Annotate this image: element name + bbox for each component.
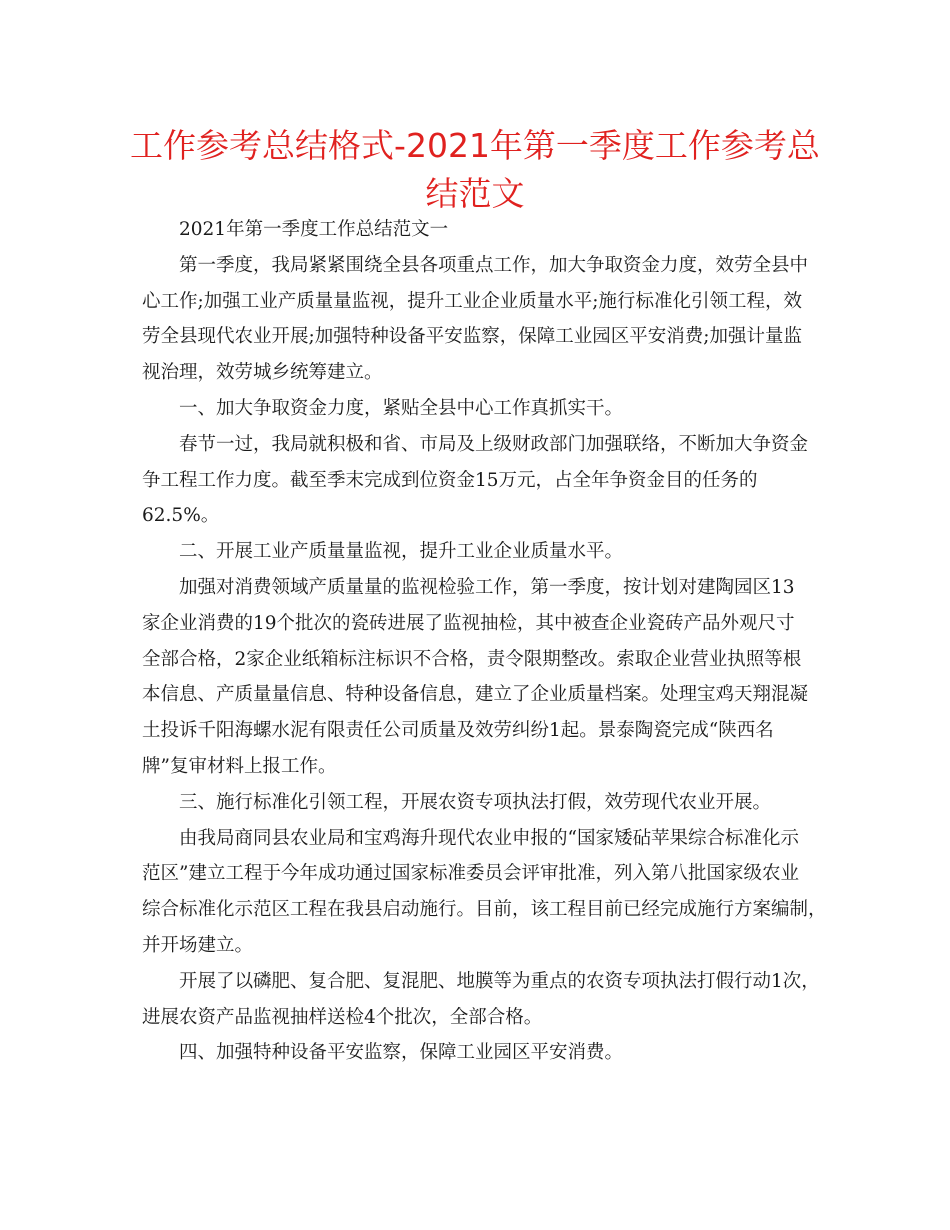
section-heading: 一、加大争取资金力度，紧贴全县中心工作真抓实干。 [179,397,624,419]
title-line-1: 工作参考总结格式-2021年第一季度工作参考总 [130,126,820,165]
paragraph-line: 由我局商同县农业局和宝鸡海升现代农业申报的“国家矮砧苹果综合标准化示 [179,827,799,849]
paragraph-line: 加强对消费领域产质量量的监视检验工作，第一季度，按计划对建陶园区13 [179,576,795,598]
paragraph-line: 土投诉千阳海螺水泥有限责任公司质量及效劳纠纷1起。景泰陶瓷完成“陕西名 [142,720,774,742]
paragraph-line: 开展了以磷肥、复合肥、复混肥、地膜等为重点的农资专项执法打假行动1次， [179,970,820,992]
paragraph-line: 并开场建立。 [142,934,254,956]
paragraph-line: 全部合格，2家企业纸箱标注标识不合格，责令限期整改。索取企业营业执照等根 [142,648,802,670]
paragraph-line: 综合标准化示范区工程在我县启动施行。目前，该工程目前已经完成施行方案编制， [142,899,827,921]
paragraph-line: 劳全县现代农业开展;加强特种设备平安监察，保障工业园区平安消费;加强计量监 [142,326,802,348]
paragraph-line: 进展农资产品监视抽样送检4个批次，全部合格。 [142,1006,543,1028]
document-title [120,122,830,218]
paragraph-line: 心工作;加强工业产质量量监视，提升工业企业质量水平;施行标准化引领工程，效 [142,290,802,312]
paragraph-line: 春节一过，我局就积极和省、市局及上级财政部门加强联络，不断加大争资金 [179,433,809,455]
paragraph-line: 争工程工作力度。截至季末完成到位资金15万元，占全年争资金目的任务的 [142,469,758,491]
section-heading: 二、开展工业产质量量监视，提升工业企业质量水平。 [179,541,624,563]
paragraph-line: 家企业消费的19个批次的瓷砖进展了监视抽检，其中被查企业瓷砖产品外观尺寸 [142,612,795,634]
subtitle-line: 2021年第一季度工作总结范文一 [179,219,449,240]
paragraph-line: 62.5%。 [142,505,220,527]
document-body [142,212,827,1071]
section-heading: 三、施行标准化引领工程，开展农资专项执法打假，效劳现代农业开展。 [179,791,772,813]
paragraph-line: 视治理，效劳城乡统筹建立。 [142,362,383,384]
paragraph-line: 本信息、产质量量信息、特种设备信息，建立了企业质量档案。处理宝鸡天翔混凝 [142,684,809,706]
section-heading: 四、加强特种设备平安监察，保障工业园区平安消费。 [179,1042,624,1064]
paragraph-line: 第一季度，我局紧紧围绕全县各项重点工作，加大争取资金力度，效劳全县中 [179,254,809,276]
paragraph-line: 牌”复审材料上报工作。 [142,755,337,777]
paragraph-line: 范区”建立工程于今年成功通过国家标准委员会评审批准，列入第八批国家级农业 [142,863,799,885]
title-line-2: 结范文 [425,174,525,213]
